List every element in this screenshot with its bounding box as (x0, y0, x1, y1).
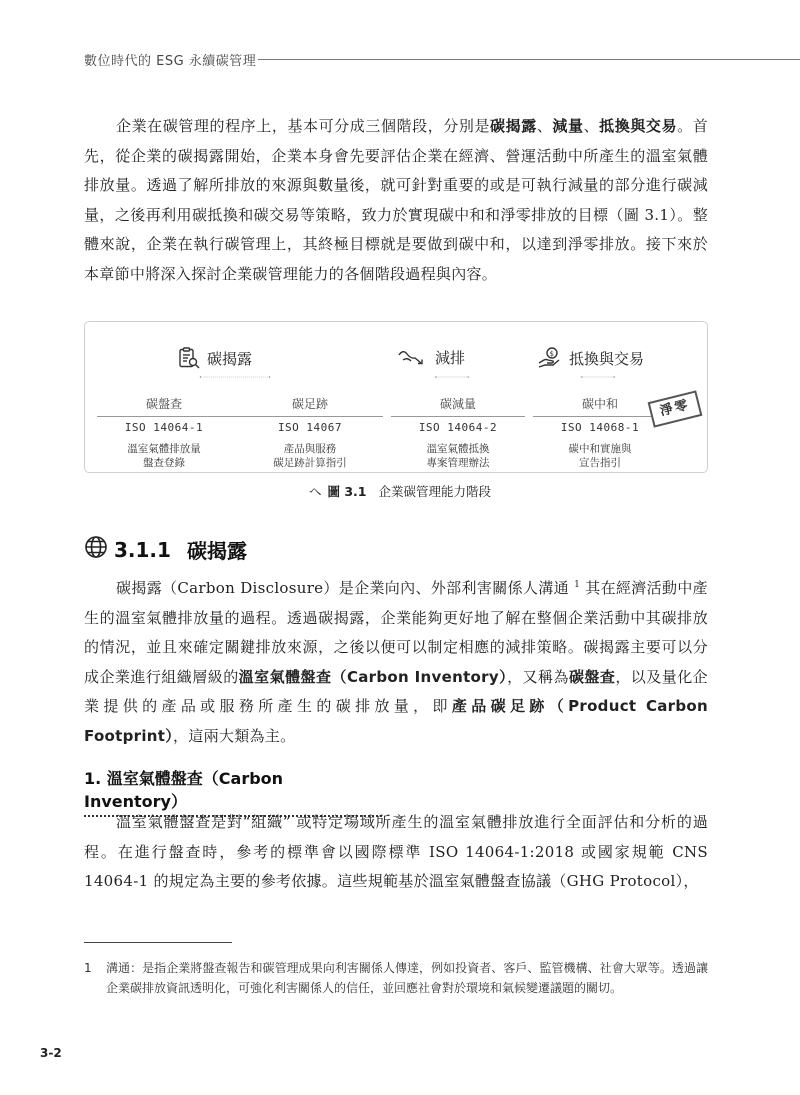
column-desc-line1: 碳中和實施與 (568, 443, 632, 455)
column-iso: ISO 14068-1 (560, 421, 640, 434)
disclosure-paragraph (84, 574, 708, 752)
disclosure-bold-carbon-inventory: 碳盤查 (568, 667, 616, 686)
footnote-number: 1 (84, 961, 92, 975)
svg-text:$: $ (549, 350, 554, 358)
figure-caption (0, 482, 800, 500)
reduction-span-arrow (383, 376, 521, 378)
disclosure-span-arrow (93, 376, 377, 378)
hand-coin-icon (537, 346, 563, 370)
column-desc-line2: 宣告指引 (579, 457, 621, 469)
phase-disclosure (177, 346, 252, 370)
column-name: 碳減量 (439, 397, 476, 411)
net-zero-stamp: 淨零 (648, 390, 703, 427)
page-number: 3-2 (40, 1046, 62, 1060)
running-header: 數位時代的 ESG 永續碳管理 (84, 54, 257, 69)
section-heading (84, 535, 247, 564)
column-carbon-reduction (383, 395, 533, 470)
disclosure-text-3: ，又稱為 (507, 667, 569, 686)
carbon-management-figure (84, 321, 708, 473)
column-name: 碳足跡 (291, 397, 328, 411)
section-title: 碳揭露 (186, 539, 247, 563)
header-rule (258, 59, 800, 60)
disclosure-text-1: 碳揭露（Carbon Disclosure）是企業向內、外部利害關係人溝通 (116, 579, 569, 597)
column-iso: ISO 14067 (277, 421, 343, 434)
column-desc-line1: 溫室氣體抵換 (426, 443, 490, 455)
intro-text-2: 、 (536, 117, 553, 135)
intro-text-1: 企業在碳管理的程序上，基本可分成三個階段，分別是 (116, 117, 491, 135)
disclosure-bold-inventory: 溫室氣體盤查（Carbon Inventory） (238, 667, 508, 686)
intro-text-4: 。首先，從企業的碳揭露開始，企業本身會先要評估企業在經濟、營運活動中所產生的溫室氣體排放量。透過了解所排放的來源與數量後，就可針對重要的或是可執行減量的部分進行碳減量，之後再利用碳抵換和碳交易等策略，致力於實現碳中和和淨零排放的目標（圖 3.1）。整體來說，企業在執行碳管理上，其終極目標就是要做到碳中和，以達到淨零排放。接下來於本章節中將深入探討企業碳管理能力的各個階段過程與內容。 (84, 117, 708, 283)
disclosure-text-5: ，這兩大類為主。 (173, 726, 296, 745)
column-name: 碳中和 (581, 397, 618, 411)
footnote-rule (84, 942, 232, 943)
column-desc-line2: 盤查登錄 (143, 457, 185, 469)
disclosure-text-4: ，以及量化企業提供的產品或服務所產生的碳排放量，即 (84, 667, 708, 716)
intro-bold-reduction: 減量 (552, 117, 584, 135)
phase-reduction (397, 346, 465, 368)
section-number: 3.1.1 (114, 537, 171, 562)
disclosure-text-2: 其在經濟活動中產生的溫室氣體排放量的過程。透過碳揭露，企業能夠更好地了解在整個企業活動中其碳排放的情況，並且來確定關鍵排放來源，之後以便可以制定相應的減排策略。碳揭露主要可以分成企業進行組織層級的 (84, 579, 708, 686)
intro-bold-disclosure: 碳揭露 (490, 117, 537, 135)
intro-paragraph (84, 112, 708, 290)
caption-number: 圖 3.1 (327, 484, 367, 499)
intro-bold-offset-trade: 抵換與交易 (599, 117, 678, 135)
column-carbon-inventory (89, 395, 239, 470)
phase-label-reduction: 減排 (435, 348, 466, 367)
column-name: 碳盤查 (145, 397, 182, 411)
footnote-ref[interactable]: 1 (574, 580, 581, 590)
intro-text-3: 、 (583, 117, 600, 135)
phase-label-disclosure: 碳揭露 (207, 349, 253, 368)
inventory-paragraph: 溫室氣體盤查是對“組織” 或特定場域所產生的溫室氣體排放進行全面評估和分析的過程。在進行盤查時，參考的標準會以國際標準 ISO 14064-1:2018 或國家規範 CNS 14064-1 的規定為主要的參考依據。這些規範基於溫室氣體盤查協議（GHG Protocol）， (84, 813, 708, 891)
caption-marker: へ (308, 484, 322, 499)
phase-label-offset-trade: 抵換與交易 (569, 349, 645, 368)
footnote (84, 959, 708, 998)
column-iso: ISO 14064-1 (124, 421, 204, 434)
globe-icon (84, 535, 108, 564)
downward-trend-icon (397, 346, 429, 368)
offset-span-arrow (529, 376, 667, 378)
column-desc-line1: 產品與服務 (283, 443, 337, 455)
column-desc-line2: 碳足跡計算指引 (273, 457, 347, 469)
disclosure-bold-product-footprint: 產品碳足跡（Product Carbon Footprint） (84, 697, 708, 745)
column-desc-line2: 專案管理辦法 (426, 457, 490, 469)
column-carbon-footprint (235, 395, 385, 470)
column-desc-line1: 溫室氣體排放量 (127, 443, 201, 455)
caption-text: 企業碳管理能力階段 (378, 484, 492, 499)
subsection-heading: 1. 溫室氣體盤查（Carbon Inventory） (84, 766, 382, 817)
footnote-text: 溝通：是指企業將盤查報告和碳管理成果向利害關係人傳達，例如投資者、客戶、監管機構、社會大眾等。透過讓企業碳排放資訊透明化，可強化利害關係人的信任，並回應社會對於環境和氣候變遷議題的關切。 (106, 961, 708, 995)
phase-offset-trade (537, 346, 644, 370)
column-iso: ISO 14064-2 (418, 421, 498, 434)
clipboard-search-icon (177, 346, 201, 370)
